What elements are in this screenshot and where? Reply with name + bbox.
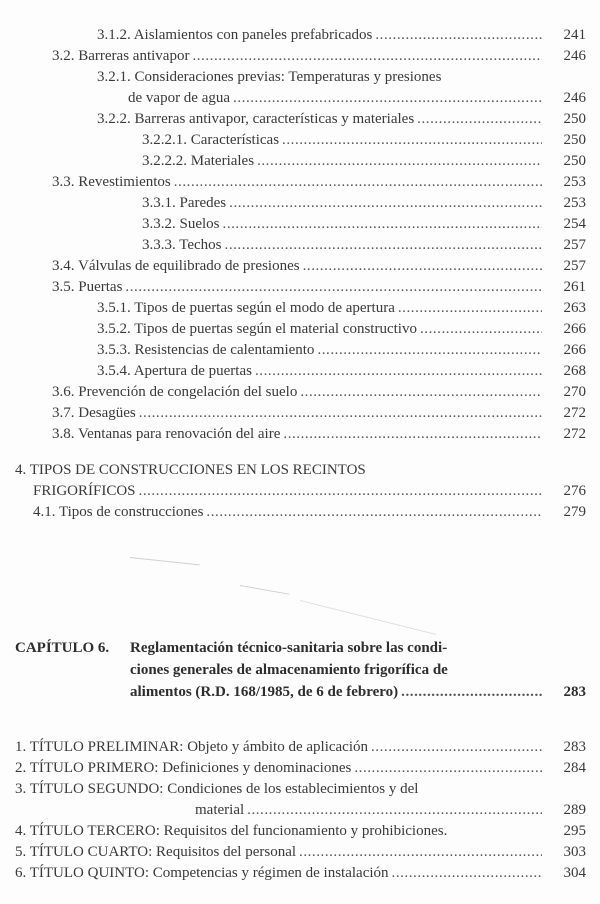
leader-dots — [392, 863, 542, 884]
toc-entry[interactable] — [0, 193, 600, 214]
page-number: 246 — [563, 90, 586, 106]
entry-number: 3.5.1. — [97, 300, 131, 316]
leader-dots — [282, 130, 542, 151]
page-number: 304 — [563, 865, 586, 881]
leader-dots — [206, 502, 542, 523]
entry-title — [97, 361, 255, 382]
entry-title — [97, 340, 317, 361]
entry-text: material — [195, 802, 245, 818]
page-number: 283 — [563, 684, 586, 700]
entry-number: 3.1.2. — [97, 27, 131, 43]
entry-text: Barreras antivapor — [78, 48, 190, 64]
toc-entry[interactable] — [0, 109, 600, 130]
toc-entry[interactable] — [0, 821, 600, 842]
entry-text: TÍTULO PRIMERO: Definiciones y denominaciones — [29, 760, 352, 776]
entry-text: Suelos — [179, 216, 220, 232]
scan-streak — [240, 585, 289, 595]
entry-number: 3.2.1. — [97, 69, 131, 85]
entry-number: 3.4. — [52, 258, 75, 274]
toc-entry[interactable] — [0, 277, 600, 298]
page-number: 276 — [563, 483, 586, 499]
entry-text: TÍTULO QUINTO: Competencias y régimen de instalación — [29, 865, 389, 881]
leader-dots — [398, 298, 542, 319]
leader-dots — [225, 235, 542, 256]
page-number: 272 — [563, 405, 586, 421]
entry-title — [142, 235, 225, 256]
toc-entry[interactable] — [0, 842, 600, 863]
entry-text: TÍTULO CUARTO: Requisitos del personal — [29, 844, 297, 860]
scan-streak — [130, 557, 200, 565]
page-number: 284 — [563, 760, 586, 776]
leader-dots — [417, 109, 542, 130]
entry-title — [142, 214, 223, 235]
entry-title — [142, 130, 282, 151]
page-number: 283 — [563, 739, 586, 755]
toc-entry[interactable] — [0, 25, 600, 46]
entry-title — [52, 403, 139, 424]
entry-text: Desagües — [78, 405, 136, 421]
toc-entry[interactable] — [0, 340, 600, 361]
chapter-title-line: ciones generales de almacenamiento frigorífica de — [130, 662, 448, 678]
toc-entry[interactable] — [0, 151, 600, 172]
toc-entry[interactable] — [0, 382, 600, 403]
leader-dots — [125, 277, 542, 298]
entry-text: de vapor de agua — [128, 90, 231, 106]
entry-text: Tipos de puertas según el material constructivo — [134, 321, 417, 337]
entry-text: Materiales — [190, 153, 255, 169]
entry-number: 3.5. — [52, 279, 75, 295]
leader-dots — [354, 758, 542, 779]
entry-text: TÍTULO TERCERO: Requisitos del funcionamiento y prohibiciones. — [29, 823, 448, 839]
toc-entry[interactable] — [0, 67, 600, 88]
chapter-title-line: alimentos (R.D. 168/1985, de 6 de febrero) — [130, 684, 399, 700]
toc-entry-continuation[interactable] — [0, 88, 600, 109]
toc-entry[interactable] — [0, 424, 600, 445]
page-number: 263 — [563, 300, 586, 316]
page-number: 295 — [563, 823, 586, 839]
entry-number: 4. — [15, 462, 27, 478]
page-number: 241 — [563, 27, 586, 43]
toc-entry[interactable] — [0, 361, 600, 382]
entry-text: TIPOS DE CONSTRUCCIONES EN LOS RECINTOS — [29, 462, 366, 478]
page-number: 253 — [563, 174, 586, 190]
entry-number: 3.3.1. — [142, 195, 176, 211]
entry-title — [97, 109, 417, 130]
leader-dots — [247, 800, 542, 821]
page-number: 254 — [563, 216, 586, 232]
toc-entry[interactable] — [0, 319, 600, 340]
entry-title — [15, 863, 392, 884]
toc-section-continuation[interactable] — [0, 481, 600, 502]
leader-dots — [233, 88, 542, 109]
page-number: 266 — [563, 342, 586, 358]
page-number: 250 — [563, 132, 586, 148]
entry-number: 5. — [15, 844, 27, 860]
entry-number: 3.2. — [52, 48, 75, 64]
entry-number: 3.5.2. — [97, 321, 131, 337]
entry-text: Ventanas para renovación del aire — [77, 426, 281, 442]
entry-title — [15, 737, 371, 758]
entry-text: TÍTULO PRELIMINAR: Objeto y ámbito de aplicación — [29, 739, 368, 755]
toc-section-heading[interactable] — [0, 460, 600, 481]
toc-entry[interactable] — [0, 502, 600, 523]
toc-entry[interactable] — [0, 298, 600, 319]
entry-number: 4.1. — [33, 504, 56, 520]
page-number: 303 — [563, 844, 586, 860]
entry-title — [52, 424, 283, 445]
toc-entry[interactable] — [0, 403, 600, 424]
leader-dots — [303, 256, 542, 277]
toc-entry[interactable] — [0, 737, 600, 758]
entry-text: Consideraciones previas: Temperaturas y presiones — [134, 69, 442, 85]
entry-text: Puertas — [78, 279, 123, 295]
entry-number: 1. — [15, 739, 27, 755]
entry-text: Techos — [179, 237, 222, 253]
toc-entry[interactable] — [0, 235, 600, 256]
page-number: 270 — [563, 384, 586, 400]
page-number: 250 — [563, 153, 586, 169]
entry-text: Barreras antivapor, características y materiales — [134, 111, 415, 127]
scan-streak — [300, 600, 436, 635]
toc-entry[interactable] — [0, 130, 600, 151]
entry-number: 4. — [15, 823, 27, 839]
entry-title — [15, 779, 418, 800]
entry-title — [97, 298, 398, 319]
page-number: 246 — [563, 48, 586, 64]
entry-title — [97, 319, 420, 340]
leader-dots — [299, 842, 542, 863]
entry-text: Resistencias de calentamiento — [134, 342, 315, 358]
entry-text: Aislamientos con paneles prefabricados — [133, 27, 373, 43]
entry-number: 3. — [15, 781, 27, 797]
entry-text: Prevención de congelación del suelo — [78, 384, 298, 400]
toc-entry[interactable] — [0, 172, 600, 193]
entry-text: Tipos de construcciones — [58, 504, 204, 520]
entry-title — [52, 277, 125, 298]
entry-number: 3.7. — [52, 405, 75, 421]
entry-number: 3.2.2.2. — [142, 153, 187, 169]
entry-text: Paredes — [179, 195, 227, 211]
leader-dots — [255, 361, 542, 382]
page-number: 272 — [563, 426, 586, 442]
entry-text: Válvulas de equilibrado de presiones — [77, 258, 300, 274]
leader-dots — [223, 214, 542, 235]
entry-title — [33, 502, 206, 523]
toc-entry[interactable] — [0, 863, 600, 884]
leader-dots — [283, 424, 542, 445]
entry-title — [52, 382, 300, 403]
entry-number: 3.5.3. — [97, 342, 131, 358]
entry-text: FRIGORÍFICOS — [33, 483, 136, 499]
page-number: 250 — [563, 111, 586, 127]
page-number: 257 — [563, 237, 586, 253]
entry-number: 3.8. — [52, 426, 75, 442]
entry-text: TÍTULO SEGUNDO: Condiciones de los establecimientos y del — [29, 781, 419, 797]
leader-dots — [229, 193, 542, 214]
entry-text: Apertura de puertas — [133, 363, 252, 379]
leader-dots — [192, 46, 542, 67]
entry-number: 3.5.4. — [97, 363, 131, 379]
entry-title — [15, 842, 299, 863]
leader-dots — [401, 682, 542, 703]
entry-number: 3.3.3. — [142, 237, 176, 253]
leader-dots — [375, 25, 542, 46]
entry-text: Tipos de puertas según el modo de apertura — [134, 300, 395, 316]
toc-entry[interactable] — [0, 256, 600, 277]
entry-title — [97, 67, 441, 88]
entry-number: 3.6. — [52, 384, 75, 400]
toc-entry[interactable] — [0, 758, 600, 779]
entry-title — [142, 151, 257, 172]
entry-title — [52, 46, 192, 67]
leader-dots — [139, 481, 542, 502]
leader-dots — [174, 172, 542, 193]
page-number: 253 — [563, 195, 586, 211]
entry-number: 3.3.2. — [142, 216, 176, 232]
entry-number: 3.3. — [52, 174, 75, 190]
entry-text: Características — [190, 132, 280, 148]
entry-title — [52, 256, 303, 277]
page-number: 261 — [563, 279, 586, 295]
page-number: 279 — [563, 504, 586, 520]
entry-title — [97, 25, 375, 46]
page-number: 266 — [563, 321, 586, 337]
leader-dots — [139, 403, 542, 424]
toc-entry-continuation[interactable] — [0, 800, 600, 821]
leader-dots — [371, 737, 542, 758]
entry-title — [15, 821, 447, 842]
page-number: 289 — [563, 802, 586, 818]
leader-dots — [300, 382, 542, 403]
leader-dots — [420, 319, 542, 340]
entry-title — [52, 172, 174, 193]
page-number: 268 — [563, 363, 586, 379]
leader-dots — [257, 151, 542, 172]
entry-number: 3.2.2. — [97, 111, 131, 127]
toc-entry[interactable] — [0, 214, 600, 235]
leader-dots — [317, 340, 542, 361]
entry-title — [15, 758, 354, 779]
chapter-label: CAPÍTULO 6. — [15, 640, 110, 656]
entry-number: 2. — [15, 760, 27, 776]
toc-entry[interactable] — [0, 779, 600, 800]
entry-text: Revestimientos — [78, 174, 171, 190]
page-number: 257 — [563, 258, 586, 274]
chapter-title-line: Reglamentación técnico-sanitaria sobre las condi- — [130, 640, 448, 656]
entry-title — [15, 460, 366, 481]
toc-entry[interactable] — [0, 46, 600, 67]
entry-number: 3.2.2.1. — [142, 132, 187, 148]
entry-title — [142, 193, 229, 214]
entry-number: 6. — [15, 865, 27, 881]
